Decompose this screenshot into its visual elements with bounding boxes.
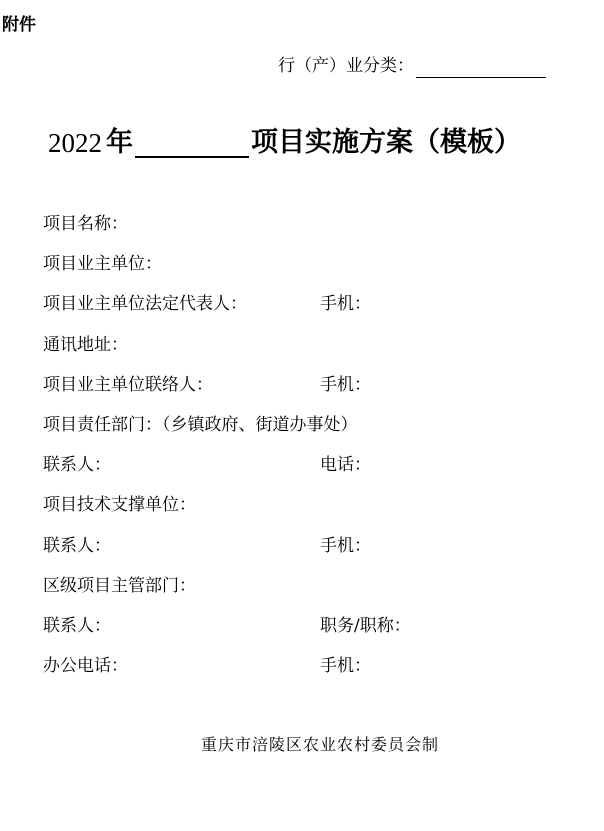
field-label: 联系人：: [43, 615, 111, 636]
field-row-tech-contact: [43, 532, 583, 572]
field-row-office-phone: [43, 652, 583, 692]
field-label: 项目业主单位：: [43, 254, 162, 275]
title-year: 2022: [48, 128, 102, 158]
field-row-responsible-dept: [43, 411, 583, 451]
project-info-fields: [43, 210, 583, 692]
field-label: 联系人：: [43, 455, 111, 476]
field-label: 办公电话：: [43, 656, 128, 677]
field-row-district-dept: [43, 572, 583, 612]
field-label-secondary: 手机：: [320, 294, 371, 315]
field-label: 区级项目主管部门：: [43, 575, 196, 596]
field-label-secondary: 手机：: [320, 374, 371, 395]
field-label-secondary: 职务/职称：: [320, 615, 411, 636]
title-year-char: 年: [106, 127, 133, 158]
field-row-owner-unit: [43, 250, 583, 290]
industry-category-blank-line: [416, 56, 546, 78]
field-row-owner-contact: [43, 371, 583, 411]
field-label-secondary: 手机：: [320, 656, 371, 677]
industry-category-label: 行（产）业分类：: [278, 56, 414, 76]
field-label: 项目业主单位联络人：: [43, 374, 213, 395]
field-label: 项目业主单位法定代表人：: [43, 294, 247, 315]
field-row-dept-contact: [43, 451, 583, 491]
field-label: 项目技术支撑单位：: [43, 495, 196, 516]
field-row-project-name: [43, 210, 583, 250]
industry-category: [278, 54, 546, 78]
field-row-legal-representative: [43, 290, 583, 330]
field-label-secondary: 手机：: [320, 535, 371, 556]
title-blank-line: [135, 126, 249, 158]
field-label: 通讯地址：: [43, 334, 128, 355]
field-label: 项目责任部门：（乡镇政府、街道办事处）: [43, 414, 358, 435]
field-row-district-contact: [43, 612, 583, 652]
document-title: [48, 124, 521, 162]
field-label: 项目名称：: [43, 214, 128, 234]
title-suffix: 项目实施方案（模板）: [251, 127, 521, 158]
attachment-label: 附件: [2, 15, 36, 35]
field-label: 联系人：: [43, 535, 111, 556]
field-row-address: [43, 331, 583, 371]
field-label-secondary: 电话：: [320, 455, 371, 476]
field-row-tech-support-unit: [43, 491, 583, 531]
issuer-footer: 重庆市涪陵区农业农村委员会制: [200, 735, 439, 754]
